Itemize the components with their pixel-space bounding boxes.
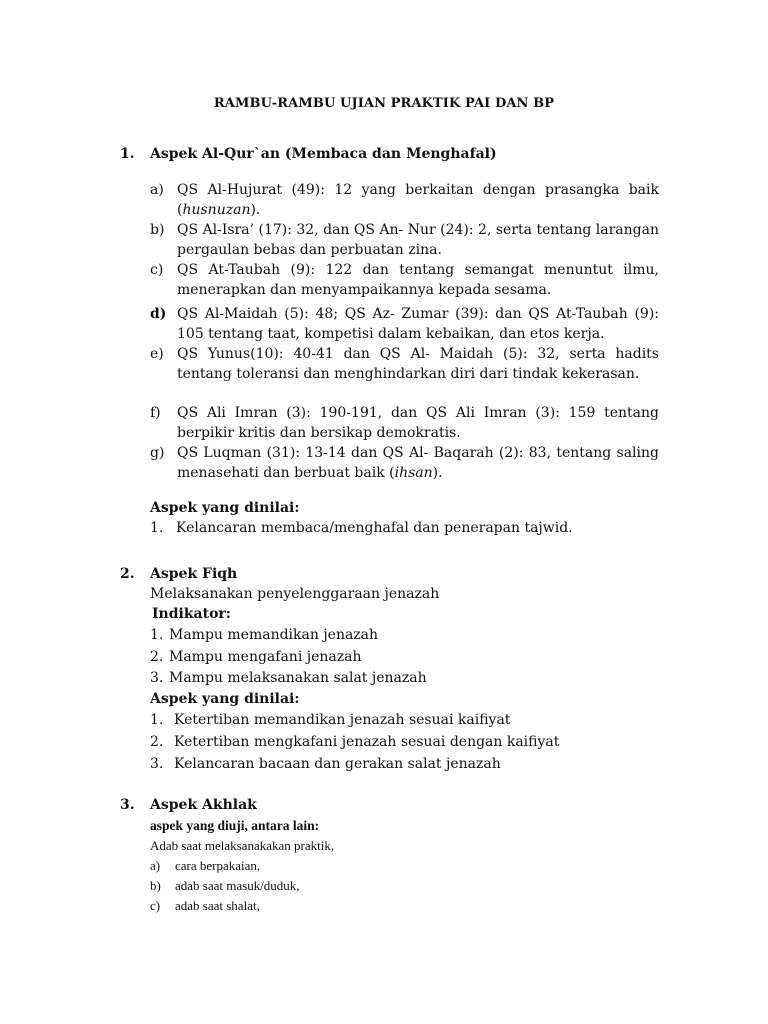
document-title: RAMBU-RAMBU UJIAN PRAKTIK PAI DAN BP (213, 96, 555, 111)
indicator-text: Mampu memandikan jenazah (169, 627, 379, 643)
item-text: QS Yunus(10): 40-41 dan QS Al- Maidah (5): 32, serta hadits tentang toleransi dan menghindarkan diri dari tindak kekerasan. (177, 346, 659, 382)
item-text: QS Ali Imran (3): 190-191, dan QS Ali Imran (3): 159 tentang berpikir kritis dan bersikap demokratis. (177, 405, 659, 441)
section-1-number: 1. (120, 146, 135, 162)
item-text: adab saat masuk/duduk, (175, 878, 300, 893)
list-item (150, 443, 659, 483)
aspect-number: 2. (150, 734, 164, 750)
section-2-number: 2. (120, 566, 135, 582)
item-label: b) (150, 222, 165, 238)
item-label: c) (150, 262, 164, 278)
item-emphasis: husnuzan (182, 202, 251, 218)
indicator-number: 1. (150, 627, 164, 643)
item-text: adab saat shalat, (175, 898, 260, 913)
list-item (150, 344, 659, 384)
section-3-sub-bold: aspek yang diuji, antara lain: (150, 818, 320, 833)
list-item (150, 260, 659, 300)
section-1-aspect-label: Aspek yang dinilai: (150, 500, 300, 516)
section-3-sub-plain: Adab saat melaksanakakan praktik, (150, 838, 335, 853)
section-1-heading: Aspek Al-Qur`an (Membaca dan Menghafal) (150, 146, 497, 162)
item-text: QS Luqman (31): 13-14 dan QS Al- Baqarah (2): 83, tentang saling menasehati dan berbuat baik (ihsan). (177, 445, 659, 481)
indicator-text: Mampu melaksanakan salat jenazah (169, 670, 427, 686)
item-text: cara berpakaian, (175, 858, 261, 873)
item-label: a) (150, 182, 164, 198)
item-emphasis: ihsan (394, 465, 433, 481)
item-text: QS At-Taubah (9): 122 dan tentang semangat menuntut ilmu, menerapkan dan menyampaikannya kepada sesama. (177, 262, 659, 298)
aspect-text: Ketertiban mengkafani jenazah sesuai dengan kaifiyat (174, 734, 560, 750)
list-item (150, 220, 659, 260)
list-item (150, 304, 659, 344)
indicator-label: Indikator: (152, 606, 231, 622)
item-label: c) (150, 898, 161, 913)
item-label: b) (150, 878, 161, 893)
aspect-text: Ketertiban memandikan jenazah sesuai kaifiyat (174, 712, 511, 728)
section-3-number: 3. (120, 797, 135, 813)
aspect-number: 1. (150, 520, 164, 536)
item-text: QS Al-Hujurat (49): 12 yang berkaitan dengan prasangka baik (husnuzan). (177, 182, 659, 218)
item-label: d) (150, 306, 167, 322)
aspect-text: Kelancaran bacaan dan gerakan salat jenazah (174, 756, 501, 772)
aspect-number: 3. (150, 756, 164, 772)
section-2-subtitle: Melaksanakan penyelenggaraan jenazah (150, 586, 440, 602)
indicator-text: Mampu mengafani jenazah (169, 649, 362, 665)
item-label: e) (150, 346, 164, 362)
section-2-heading: Aspek Fiqh (150, 566, 238, 582)
item-label: f) (150, 405, 161, 421)
indicator-number: 2. (150, 649, 164, 665)
indicator-number: 3. (150, 670, 164, 686)
item-label: g) (150, 445, 165, 461)
item-text: QS Al-Isra’ (17): 32, dan QS An- Nur (24): 2, serta tentang larangan pergaulan bebas dan perbuatan zina. (177, 222, 659, 258)
list-item (150, 403, 659, 443)
aspect-number: 1. (150, 712, 164, 728)
list-item (150, 180, 659, 220)
item-label: a) (150, 858, 161, 873)
aspect-text: Kelancaran membaca/menghafal dan penerapan tajwid. (176, 520, 573, 536)
section-2-aspect-label: Aspek yang dinilai: (150, 691, 300, 707)
section-3-heading: Aspek Akhlak (150, 797, 257, 813)
item-text: QS Al-Maidah (5): 48; QS Az- Zumar (39): dan QS At-Taubah (9): 105 tentang taat, kompetisi dalam kebaikan, dan etos kerja. (177, 306, 659, 342)
